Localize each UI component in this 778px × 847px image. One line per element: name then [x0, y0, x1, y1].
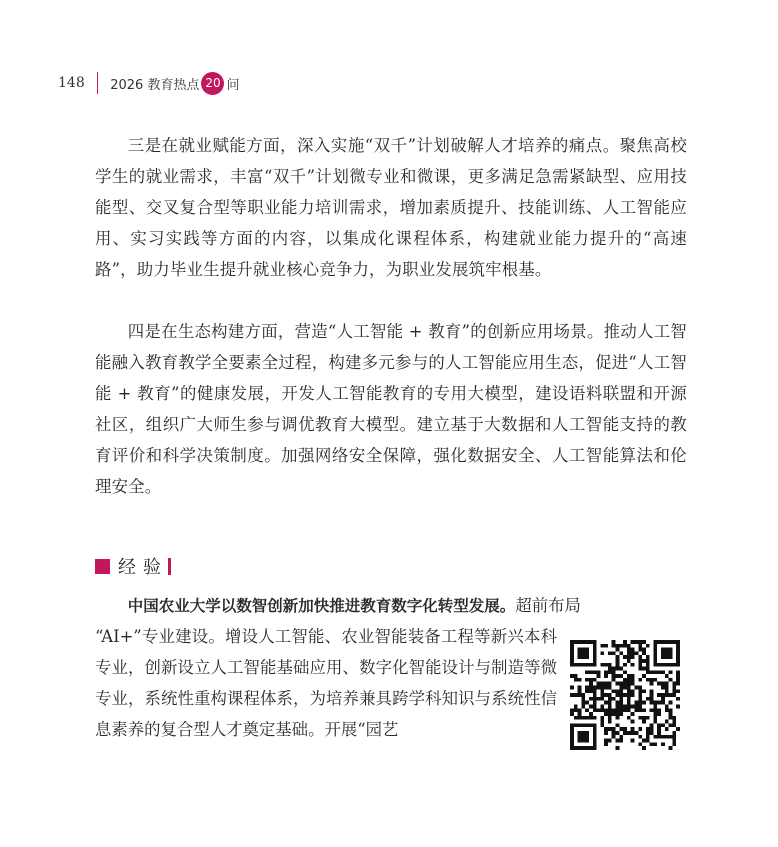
page-header	[58, 70, 239, 96]
experience-lead-rest: 超前布局	[515, 596, 581, 615]
heading-square-marker	[95, 559, 110, 574]
experience-lead-bold: 中国农业大学以数智创新加快推进教育数字化转型发展。	[127, 597, 516, 615]
experience-lead	[95, 590, 687, 622]
qr-code-icon[interactable]	[570, 640, 680, 750]
paragraph-employment: 三是在就业赋能方面，深入实施“双千”计划破解人才培养的痛点。聚焦高校学生的就业需求，丰富“双千”计划微专业和微课，更多满足急需紧缺型、应用技能型、交叉复合型等职业能力培训需求，增加素质提升、技能训练、人工智能应用、实习实践等方面的内容，以集成化课程体系，构建就业能力提升的“高速路”，助力毕业生提升就业核心竞争力，为职业发展筑牢根基。	[95, 136, 687, 279]
book-title-number-badge: 20	[201, 72, 224, 95]
book-title-suffix: 问	[226, 77, 240, 93]
book-title-prefix: 2026 教育热点	[110, 77, 200, 93]
header-divider	[97, 72, 99, 94]
heading-bar-marker	[168, 558, 171, 575]
page-number: 148	[58, 75, 85, 91]
section-title: 经验	[118, 557, 168, 578]
section-heading	[95, 552, 171, 580]
paragraph-ecosystem: 四是在生态构建方面，营造“人工智能 + 教育”的创新应用场景。推动人工智能融入教育教学全要素全过程，构建多元参与的人工智能应用生态，促进“人工智能 + 教育”的健康发展，开发人工智能教育的专用大模型，建设语料联盟和开源社区，组织广大师生参与调优教育大模型。建立基于大数据和人工智能支持的教育评价和科学决策制度。加强网络安全保障，强化数据安全、人工智能算法和伦理安全。	[95, 322, 687, 496]
experience-body: “AI+”专业建设。增设人工智能、农业智能装备工程等新兴本科专业，创新设立人工智能基础应用、数字化智能设计与制造等微专业，系统性重构课程体系，为培养兼具跨学科知识与系统性信息素养的复合型人才奠定基础。开展“园艺	[95, 627, 557, 739]
